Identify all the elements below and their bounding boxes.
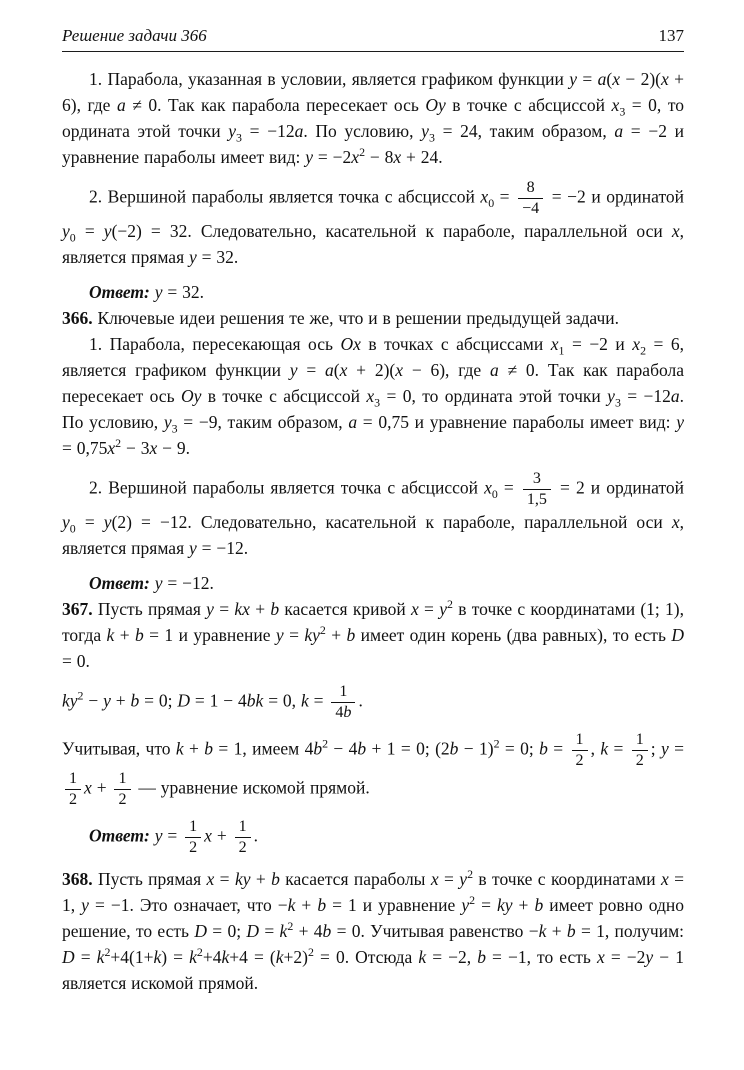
paragraph: 1. Парабола, пересекающая ось Ox в точках с абсциссами $x_1 = -2$ и $x_2 = 6$, является графиком функции y = a(x + 2)(x − 6), где a ≠ 0. Так как парабола пересекает ось Oy в точке с абсциссой $x_3 = 0$, то ордината этой точки $y_3 = -12a$. По условию, $y_3 = -9$, таким образом, a = 0,75 и уравнение параболы имеет вид: $y = 0,75x^2 - 3x - 9$. xyxy=(62,334,684,459)
paragraph: $ky^2 - y + b = 0$; D = 1 − 4bk = 0, k = $\frac{1}{4b}$ . xyxy=(62,683,363,722)
paragraph: Учитывая, что k + b = 1, имеем $4b^2 - 4b + 1 = 0$; $(2b - 1)^2 = 0$; b = $\frac{1}{2}$ , k = $\frac{1}{2}$ ; y = $\frac{1}{2}$ x + $\frac{1}{2}$ — уравнение искомой прямой. xyxy=(62,731,685,809)
paragraph: 367. Пусть прямая y = kx + b касается кривой $x = y^2$ в точке с координатами (1; 1), тогда k + b = 1 и уравнение $y = ky^2 + b$ имеет один корень (два равных), то есть D = 0. xyxy=(62,597,684,672)
page-number: 137 xyxy=(658,26,684,45)
running-header xyxy=(62,26,684,52)
paragraph: 2. Вершиной параболы является точка с абсциссой $x_0$ = $\frac{8}{-4}$ = −2 и ординатой $y_0 = y(-2) = 32$. Следовательно, касательной к параболе, параллельной оси x, является прямая y = 32. xyxy=(62,179,684,268)
running-title: Решение задачи 366 xyxy=(62,26,207,45)
paragraph: Ответ: y = 32. xyxy=(89,282,204,303)
paragraph: Ответ: y = $\frac{1}{2}$ x + $\frac{1}{2}$ . xyxy=(89,818,258,857)
paragraph: 368. Пусть прямая x = ky + b касается параболы $x = y^2$ в точке с координатами x = 1, y = −1. Это означает, что −k + b = 1 и уравнение $y^2$ = ky + b имеет ровно одно решение, то есть D = 0; $D = k^2 + 4b = 0$. Учитывая равенство −k + b = 1, получим: $D = k^2+4(1+k) = k^2+4k+4 = (k+2)^2 = 0$. Отсюда k = −2, b = −1, то есть x = −2y − 1 является искомой прямой. xyxy=(62,867,685,994)
paragraph: 366. Ключевые идеи решения те же, что и в решении предыдущей задачи. xyxy=(62,308,619,329)
paragraph: Ответ: y = −12. xyxy=(89,573,214,594)
paragraph: 2. Вершиной параболы является точка с абсциссой $x_0$ = $\frac{3}{1,5}$ = 2 и ординатой $y_0 = y(2) = -12$. Следовательно, касательной к параболе, параллельной оси x, является прямая y = −12. xyxy=(62,470,684,559)
paragraph: 1. Парабола, указанная в условии, является графиком функции y = a(x − 2)(x + 6), где a ≠ 0. Так как парабола пересекает ось Oy в точке с абсциссой $x_3 = 0$, то ордината этой точки $y_3 = -12a$. По условию, $y_3 = 24$, таким образом, a = −2 и уравнение параболы имеет вид: $y = -2x^2 - 8x + 24$. xyxy=(62,69,685,167)
page-body xyxy=(62,66,684,996)
